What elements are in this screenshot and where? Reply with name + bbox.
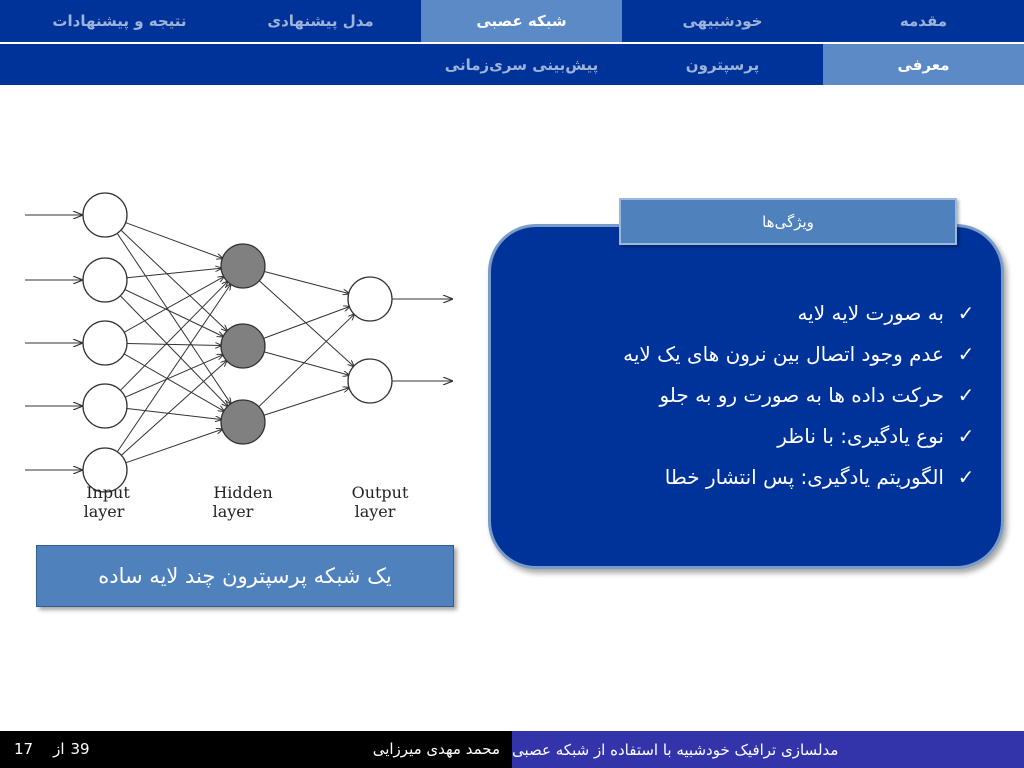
hidden-layer-label-line2: layer <box>212 502 254 521</box>
input-hidden-connection <box>121 361 226 456</box>
footer-left <box>0 731 512 768</box>
hidden-output-connection <box>264 388 349 415</box>
tab-self-similarity[interactable]: خودشبیهی <box>682 12 763 30</box>
input-neuron <box>83 193 127 237</box>
hidden-output-connection <box>264 272 348 294</box>
diagram-caption: یک شبکه پرسپترون چند لایه ساده <box>36 545 454 607</box>
input-hidden-connection <box>127 343 221 345</box>
input-hidden-connection <box>126 223 223 259</box>
hidden-layer-label-line1: Hidden <box>213 483 273 502</box>
feature-text: به صورت لایه لایه <box>797 300 944 325</box>
feature-item <box>560 374 980 415</box>
feature-text: عدم وجود اتصال بین نرون های یک لایه <box>623 341 944 366</box>
hidden-neuron <box>221 324 265 368</box>
output-neuron <box>348 359 392 403</box>
feature-item <box>560 456 980 497</box>
page-total: 39 <box>70 740 90 758</box>
subtab-empty-1 <box>220 44 421 85</box>
subtab-perceptron[interactable]: پرسپترون <box>685 55 760 74</box>
input-hidden-connection <box>121 230 227 331</box>
feature-text: نوع یادگیری: با ناظر <box>777 423 944 448</box>
feature-item <box>560 415 980 456</box>
features-list <box>560 292 980 497</box>
hidden-output-connection <box>264 307 350 339</box>
feature-item <box>560 292 980 333</box>
check-icon: ✓ <box>957 300 975 325</box>
input-neuron <box>83 258 127 302</box>
footer-author: محمد مهدی میرزایی <box>372 740 500 758</box>
features-title: ویژگی‌ها <box>619 198 957 245</box>
tab-introduction[interactable]: مقدمه <box>899 12 948 30</box>
check-icon: ✓ <box>957 341 975 366</box>
footer-title: مدلسازی ترافیک خودشبیه با استفاده از شبکه عصبی <box>512 740 839 759</box>
subtab-empty-2 <box>19 44 220 85</box>
input-hidden-connection <box>124 277 224 333</box>
hidden-neuron <box>221 400 265 444</box>
hidden-neuron <box>221 244 265 288</box>
page-indicator <box>14 740 90 758</box>
hidden-output-connection <box>259 314 354 406</box>
subsection-nav <box>0 44 1024 85</box>
hidden-output-connection <box>259 281 353 366</box>
page-current: 17 <box>14 740 34 758</box>
input-hidden-connection <box>125 355 223 397</box>
feature-text: حرکت داده ها به صورت رو به جلو <box>659 382 944 407</box>
input-hidden-connection <box>124 354 224 411</box>
output-layer-label-line1: Output <box>351 483 409 502</box>
footer-right <box>512 731 1024 768</box>
page-of: از <box>53 740 65 758</box>
feature-text: الگوریتم یادگیری: پس انتشار خطا <box>664 464 944 489</box>
check-icon: ✓ <box>957 382 975 407</box>
tab-proposed-model[interactable]: مدل پیشنهادی <box>267 12 374 30</box>
feature-item <box>560 333 980 374</box>
check-icon: ✓ <box>957 464 975 489</box>
section-nav <box>0 0 1024 42</box>
input-neuron <box>83 321 127 365</box>
mlp-diagram <box>20 185 465 530</box>
input-neuron <box>83 384 127 428</box>
input-layer-label-line2: layer <box>83 502 125 521</box>
check-icon: ✓ <box>957 423 975 448</box>
input-layer-label-line1: Input <box>86 483 130 502</box>
subtab-introduction[interactable]: معرفی <box>823 44 1024 85</box>
tab-results[interactable]: نتیجه و پیشنهادات <box>52 12 187 30</box>
output-neuron <box>348 277 392 321</box>
input-hidden-connection <box>117 284 230 452</box>
output-layer-label-line2: layer <box>354 502 396 521</box>
input-hidden-connection <box>126 429 222 463</box>
input-hidden-connection <box>127 409 221 420</box>
subtab-time-series-prediction[interactable]: پیش‌بینی سری‌زمانی <box>444 55 599 74</box>
tab-neural-network[interactable]: شبکه عصبی <box>421 0 622 42</box>
hidden-output-connection <box>264 352 349 375</box>
